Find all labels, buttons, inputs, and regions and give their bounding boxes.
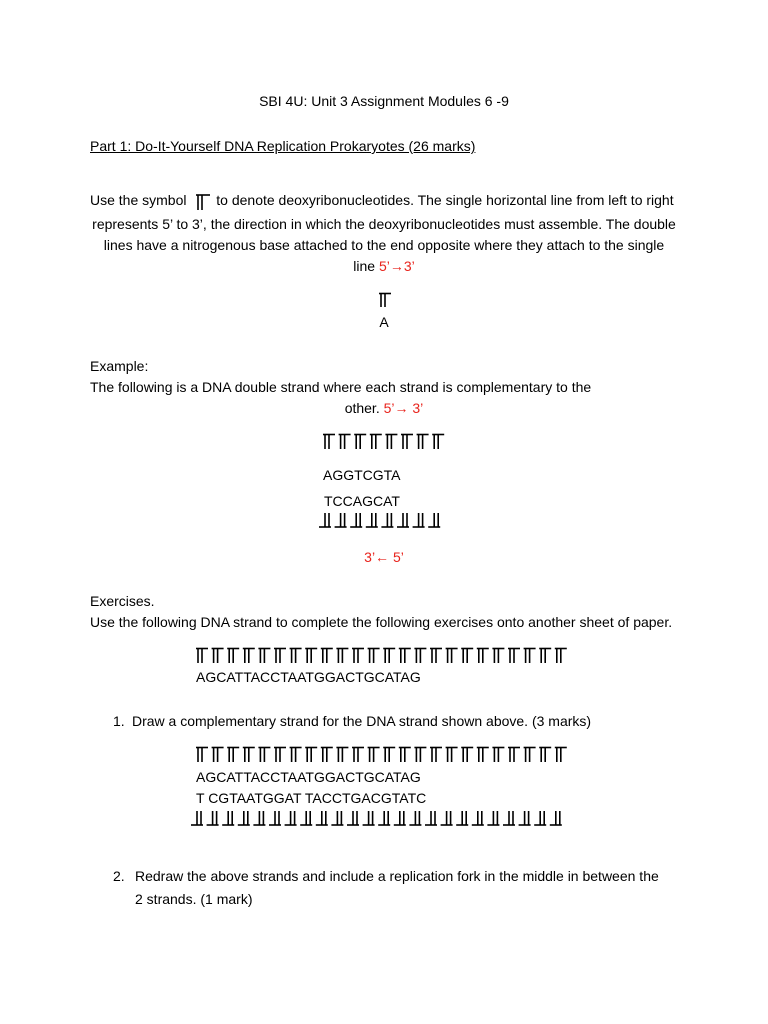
example-top-strand-symbols xyxy=(323,433,453,451)
nucleotide-icon xyxy=(274,748,286,763)
nucleotide-inverted-icon xyxy=(413,513,425,527)
nucleotide-icon xyxy=(432,435,444,450)
nucleotide-icon xyxy=(399,748,411,763)
nucleotide-icon xyxy=(196,748,208,763)
nucleotide-inverted-icon xyxy=(366,513,378,527)
nucleotide-inverted-icon xyxy=(409,811,421,825)
nucleotide-icon xyxy=(321,649,333,664)
nucleotide-icon xyxy=(430,649,442,664)
nucleotide-icon xyxy=(196,649,208,664)
intro-line-4-prefix: line xyxy=(353,258,379,274)
nucleotide-inverted-icon xyxy=(425,811,437,825)
q1-text: Draw a complementary strand for the DNA strand shown above. (3 marks) xyxy=(132,713,592,729)
nucleotide-inverted-icon xyxy=(363,811,375,825)
nucleotide-inverted-icon xyxy=(519,811,531,825)
intro-line-2: represents 5’ to 3’, the direction in which the deoxyribonucleotides must assemble. The double xyxy=(92,216,676,232)
nucleotide-inverted-icon xyxy=(191,811,203,825)
nucleotide-icon xyxy=(477,649,489,664)
nucleotide-icon xyxy=(477,748,489,763)
intro-line-3: lines have a nitrogenous base attached to the end opposite where they attach to the single xyxy=(103,237,665,253)
nucleotide-inverted-icon xyxy=(472,811,484,825)
nucleotide-icon xyxy=(352,748,364,763)
q1-number: 1. xyxy=(113,713,125,729)
nucleotide-icon xyxy=(539,748,551,763)
nucleotide-inverted-icon xyxy=(534,811,546,825)
nucleotide-inverted-icon xyxy=(347,811,359,825)
example-bottom-direction: 3’← 5’ xyxy=(364,549,404,565)
q2-line-2: 2 strands. (1 mark) xyxy=(135,891,253,907)
nucleotide-icon xyxy=(399,649,411,664)
example-line-1: The following is a DNA double strand where each strand is complementary to the xyxy=(90,379,592,395)
nucleotide-inverted-icon xyxy=(335,513,347,527)
intro-rest: to denote deoxyribonucleotides. The single horizontal line from left to right xyxy=(216,192,674,208)
nucleotide-inverted-icon xyxy=(207,811,219,825)
nucleotide-icon xyxy=(492,649,504,664)
intro-line-4 xyxy=(0,258,768,274)
nucleotide-icon xyxy=(354,435,366,450)
nucleotide-icon xyxy=(305,748,317,763)
exercises-instruction: Use the following DNA strand to complete the following exercises onto another sheet of paper. xyxy=(90,614,673,630)
nucleotide-icon xyxy=(508,748,520,763)
nucleotide-icon xyxy=(446,649,458,664)
nucleotide-icon xyxy=(212,649,224,664)
intro-line-1 xyxy=(90,191,674,208)
nucleotide-icon xyxy=(414,748,426,763)
example-bottom-direction-row xyxy=(0,549,768,565)
nucleotide-icon xyxy=(336,649,348,664)
nucleotide-inverted-icon xyxy=(319,513,331,527)
example-bottom-strand-symbols xyxy=(319,512,449,530)
nucleotide-icon xyxy=(430,748,442,763)
nucleotide-icon xyxy=(524,748,536,763)
nucleotide-inverted-icon xyxy=(300,811,312,825)
nucleotide-icon xyxy=(336,748,348,763)
nucleotide-icon xyxy=(290,649,302,664)
nucleotide-icon xyxy=(414,649,426,664)
example-line-2 xyxy=(0,400,768,416)
q2-line-1: Redraw the above strands and include a replication fork in the middle in between the xyxy=(135,868,659,884)
single-nucleotide-icon xyxy=(378,292,392,308)
nucleotide-icon xyxy=(446,748,458,763)
nucleotide-icon xyxy=(492,748,504,763)
q1-bottom-strand-symbols xyxy=(191,810,581,828)
nucleotide-icon xyxy=(370,435,382,450)
single-base-label: A xyxy=(379,314,389,330)
nucleotide-inverted-icon xyxy=(222,811,234,825)
example-label: Example: xyxy=(90,358,149,374)
nucleotide-inverted-icon xyxy=(269,811,281,825)
q1-top-strand-symbols xyxy=(196,746,586,764)
nucleotide-inverted-icon xyxy=(428,513,440,527)
nucleotide-icon xyxy=(368,649,380,664)
nucleotide-icon xyxy=(461,748,473,763)
q1-top-sequence: AGCATTACCTAATGGACTGCATAG xyxy=(196,769,421,785)
nucleotide-inverted-icon xyxy=(285,811,297,825)
nucleotide-icon xyxy=(508,649,520,664)
example-direction: 5’→ 3’ xyxy=(383,400,424,416)
nucleotide-inverted-icon xyxy=(550,811,562,825)
nucleotide-inverted-icon xyxy=(441,811,453,825)
example-bottom-sequence: TCCAGCAT xyxy=(324,493,400,509)
nucleotide-inverted-icon xyxy=(331,811,343,825)
nucleotide-icon xyxy=(383,649,395,664)
nucleotide-inverted-icon xyxy=(253,811,265,825)
nucleotide-inverted-icon xyxy=(381,513,393,527)
nucleotide-icon xyxy=(274,649,286,664)
nucleotide-icon xyxy=(323,435,335,450)
nucleotide-icon xyxy=(385,435,397,450)
nucleotide-inverted-icon xyxy=(503,811,515,825)
nucleotide-inverted-icon xyxy=(378,811,390,825)
nucleotide-icon xyxy=(258,748,270,763)
example-line-2-prefix: other. xyxy=(344,400,384,416)
nucleotide-icon xyxy=(227,748,239,763)
nucleotide-inverted-icon xyxy=(350,513,362,527)
nucleotide-inverted-icon xyxy=(487,811,499,825)
nucleotide-icon xyxy=(383,748,395,763)
page-title: SBI 4U: Unit 3 Assignment Modules 6 -9 xyxy=(259,93,509,109)
nucleotide-inverted-icon xyxy=(316,811,328,825)
direction-label: 5’→3’ xyxy=(378,258,415,274)
q1-bottom-sequence: T CGTAATGGAT TACCTGACGTATC xyxy=(196,790,427,806)
nucleotide-icon xyxy=(555,748,567,763)
nucleotide-icon xyxy=(258,649,270,664)
part1-heading: Part 1: Do-It-Yourself DNA Replication Prokaryotes (26 marks) xyxy=(90,138,476,154)
nucleotide-icon xyxy=(227,649,239,664)
nucleotide-icon xyxy=(524,649,536,664)
given-sequence: AGCATTACCTAATGGACTGCATAG xyxy=(196,669,421,685)
exercises-label: Exercises. xyxy=(90,593,155,609)
nucleotide-icon xyxy=(305,649,317,664)
deoxyribonucleotide-symbol-icon xyxy=(190,191,212,205)
q2-number: 2. xyxy=(113,868,125,884)
nucleotide-icon xyxy=(243,649,255,664)
nucleotide-inverted-icon xyxy=(394,811,406,825)
nucleotide-icon xyxy=(401,435,413,450)
nucleotide-icon xyxy=(368,748,380,763)
nucleotide-icon xyxy=(352,649,364,664)
given-strand-symbols xyxy=(196,647,586,665)
nucleotide-icon xyxy=(339,435,351,450)
nucleotide-icon xyxy=(290,748,302,763)
nucleotide-icon xyxy=(243,748,255,763)
intro-prefix: Use the symbol xyxy=(90,192,187,208)
nucleotide-inverted-icon xyxy=(456,811,468,825)
nucleotide-inverted-icon xyxy=(238,811,250,825)
nucleotide-icon xyxy=(555,649,567,664)
nucleotide-icon xyxy=(539,649,551,664)
nucleotide-icon xyxy=(461,649,473,664)
nucleotide-icon xyxy=(417,435,429,450)
nucleotide-inverted-icon xyxy=(397,513,409,527)
nucleotide-icon xyxy=(321,748,333,763)
example-top-sequence: AGGTCGTA xyxy=(323,467,401,483)
nucleotide-icon xyxy=(212,748,224,763)
